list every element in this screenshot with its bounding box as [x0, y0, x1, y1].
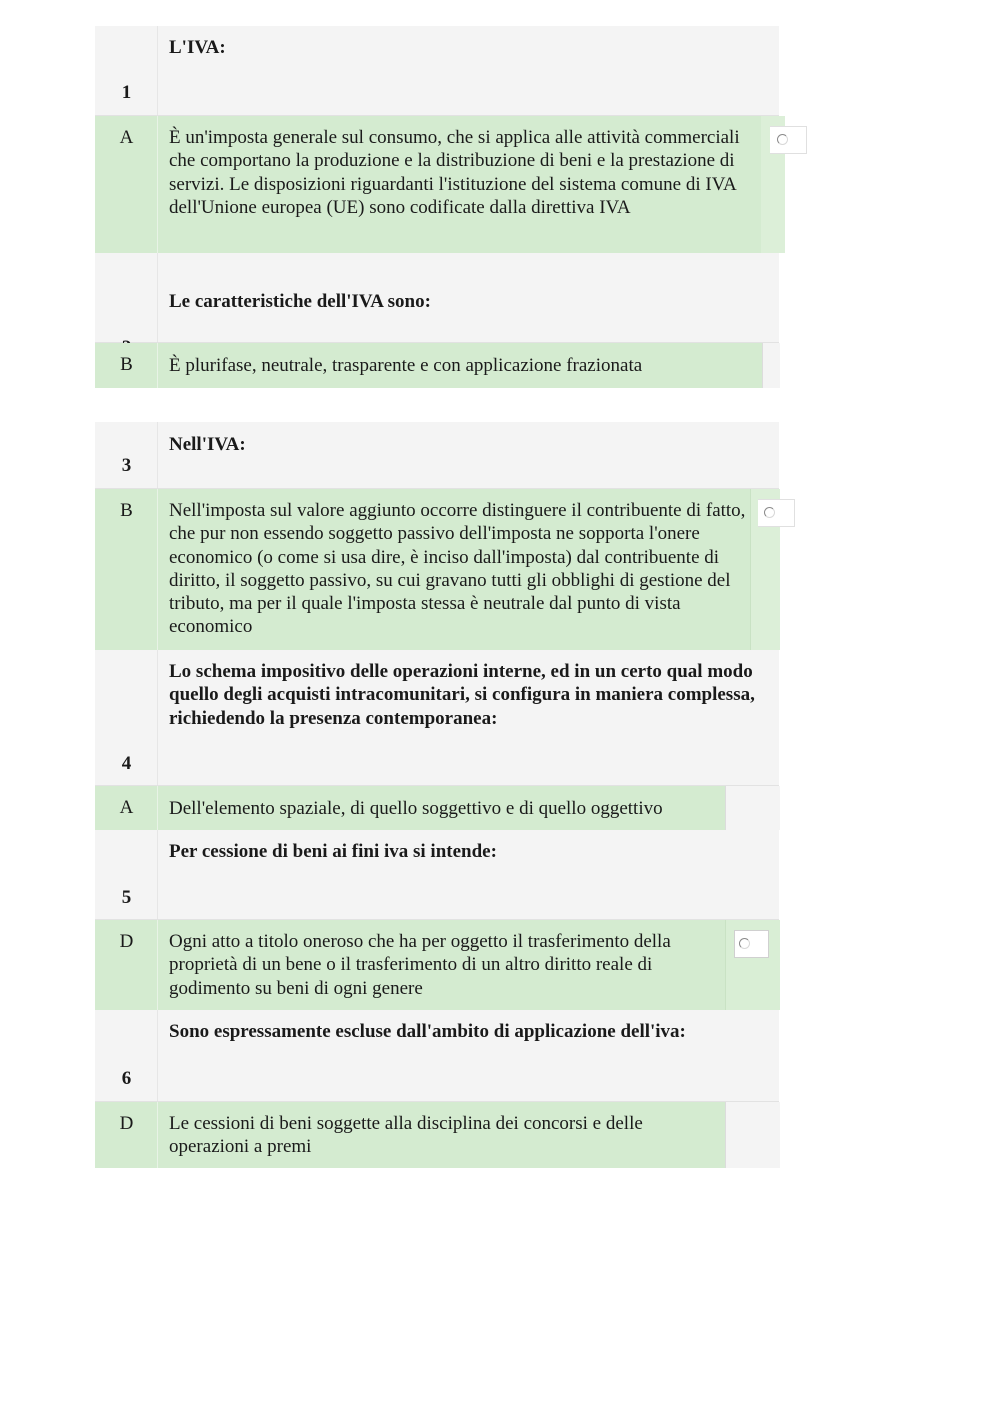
question-row [95, 830, 779, 920]
quiz-block-2 [95, 422, 779, 1168]
answer-row [95, 920, 779, 1010]
question-number: 4 [121, 753, 132, 774]
answer-text: Dell'elemento spaziale, di quello soggettivo e di quello oggettivo [169, 798, 663, 819]
radio-icon[interactable] [764, 507, 775, 518]
question-number: 1 [121, 82, 132, 103]
answer-option-box[interactable] [770, 126, 807, 154]
question-text: Le caratteristiche dell'IVA sono: [169, 291, 431, 312]
question-row [95, 253, 779, 343]
question-row [95, 650, 779, 786]
answer-letter: D [119, 931, 134, 952]
divider [157, 253, 158, 342]
question-row [95, 26, 779, 116]
question-text: Sono espressamente escluse dall'ambito di applicazione dell'iva: [169, 1021, 686, 1042]
answer-text: Nell'imposta sul valore aggiunto occorre distinguere il contribuente di fatto, che pur non essendo soggetto passivo dell'imposta ne sopporta l'onere economico (o come si usa dire, è inciso dall'imposta) dal contribuente di diritto, il soggetto passivo, su cui gravano tutti gli obblighi di gestione del tributo, ma per il quale l'imposta stessa è neutrale dal punto di vista economico [169, 500, 746, 638]
answer-letter: B [120, 500, 133, 521]
answer-text: È un'imposta generale sul consumo, che si applica alle attività commerciali che comportano la produzione e la distribuzione di beni e la prestazione di servizi. Le disposizioni riguardanti l'istituzione del sistema comune di IVA dell'Unione europea (UE) sono codificate dalla direttiva IVA [169, 127, 740, 218]
answer-letter: B [120, 354, 133, 375]
answer-text: È plurifase, neutrale, trasparente e con applicazione frazionata [169, 355, 643, 376]
question-text: Lo schema impositivo delle operazioni interne, ed in un certo qual modo quello degli acquisti intracomunitari, si configura in maniera complessa, richiedendo la presenza contemporanea: [169, 661, 755, 729]
answer-row [95, 489, 779, 650]
answer-text: Le cessioni di beni soggette alla disciplina dei concorsi e delle operazioni a premi [169, 1113, 643, 1158]
radio-icon[interactable] [777, 134, 788, 145]
radio-icon[interactable] [739, 938, 750, 949]
question-row [95, 422, 779, 489]
answer-option-area [762, 343, 780, 388]
question-text: Nell'IVA: [169, 434, 246, 455]
answer-option-area [725, 786, 780, 830]
answer-text: Ogni atto a titolo oneroso che ha per oggetto il trasferimento della proprietà di un bene o il trasferimento di un altro diritto reale di godimento su beni di ogni genere [169, 931, 671, 999]
answer-letter: A [119, 127, 134, 148]
answer-letter: A [119, 797, 134, 818]
question-number: 6 [121, 1068, 132, 1089]
question-number: 3 [121, 455, 132, 476]
answer-letter: D [119, 1113, 134, 1134]
question-row [95, 1010, 779, 1102]
answer-row [95, 116, 785, 253]
quiz-block-1 [95, 26, 779, 388]
answer-option-area [725, 1102, 780, 1168]
divider [157, 1102, 158, 1168]
question-text: Per cessione di beni ai fini iva si intende: [169, 841, 497, 862]
answer-row [95, 1102, 779, 1168]
answer-row [95, 786, 779, 830]
question-number: 5 [121, 887, 132, 908]
answer-row [95, 343, 779, 388]
question-text: L'IVA: [169, 37, 226, 58]
